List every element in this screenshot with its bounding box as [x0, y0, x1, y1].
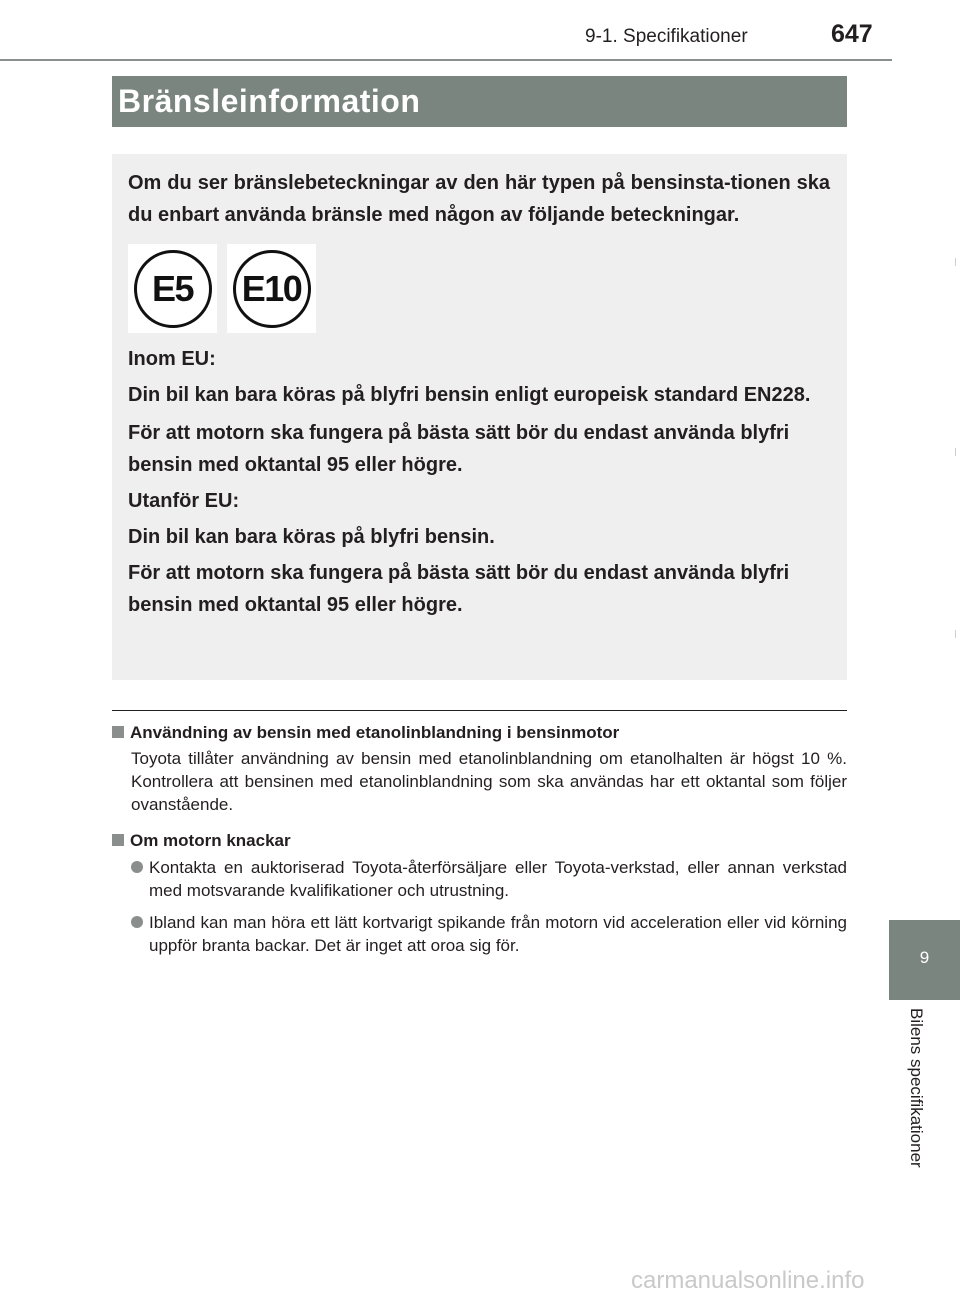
watermark: carmanualsonline.info — [631, 1267, 865, 1294]
chapter-tab-label: Bilens specifikationer — [907, 1008, 926, 1168]
non-eu-heading: Utanför EU: — [128, 490, 240, 512]
square-bullet-icon — [112, 834, 124, 846]
fuel-label-intro: Om du ser bränslebeteckningar av den här typen på bensinsta-tionen ska du enbart använda bränsle med någon av följande beteckningar. — [128, 172, 830, 226]
edge-mark — [955, 630, 956, 638]
ethanol-heading-text: Användning av bensin med etanolinblandning i bensinmotor — [130, 723, 620, 742]
fuel-label-logos — [128, 244, 830, 333]
page-title: Bränsleinformation — [112, 76, 847, 127]
header-divider — [0, 59, 892, 61]
edge-mark — [955, 448, 956, 456]
page-number: 647 — [831, 20, 873, 48]
knocking-heading-text: Om motorn knackar — [130, 831, 291, 850]
knocking-section-heading — [112, 831, 847, 851]
ethanol-section-text: Toyota tillåter användning av bensin med etanolinblandning om etanolhalten är högst 10 %. Kontrollera att bensinen med etanolinblandning som ska användas har ett oktantal som följer ovanstående. — [131, 749, 847, 814]
eu-text-octane: För att motorn ska fungera på bästa sätt bör du endast använda blyfri bensin med oktantal 95 eller högre. — [128, 422, 790, 476]
fuel-label-e5-icon — [128, 244, 217, 333]
eu-heading: Inom EU: — [128, 348, 216, 370]
knocking-bullet-2: Ibland kan man höra ett lätt kortvarigt spikande från motorn vid acceleration eller vid körning uppför branta backar. Det är inget att oroa sig för. — [149, 913, 847, 955]
square-bullet-icon — [112, 726, 124, 738]
fuel-info-box — [112, 154, 847, 680]
eu-text-standard: Din bil kan bara köras på blyfri bensin enligt europeisk standard EN228. — [128, 384, 811, 406]
non-eu-text-octane: För att motorn ska fungera på bästa sätt bör du endast använda blyfri bensin med oktantal 95 eller högre. — [128, 562, 790, 616]
fuel-label-e10-icon — [227, 244, 316, 333]
chapter-tab — [889, 920, 960, 1000]
chapter-tab-number: 9 — [919, 948, 930, 967]
content-divider — [112, 710, 847, 711]
ethanol-section-heading — [112, 723, 847, 743]
list-item — [131, 911, 847, 957]
fuel-label-e5-text: E5 — [134, 250, 212, 328]
round-bullet-icon — [131, 861, 143, 873]
list-item — [131, 856, 847, 902]
knocking-section — [112, 831, 847, 957]
fuel-label-e10-text: E10 — [233, 250, 311, 328]
knocking-bullet-1: Kontakta en auktoriserad Toyota-återförsäljare eller Toyota-verkstad, eller annan verkstad med motsvarande kvalifikationer och utrustning. — [149, 858, 847, 900]
non-eu-text-unleaded: Din bil kan bara köras på blyfri bensin. — [128, 526, 495, 548]
header-section-title: 9-1. Specifikationer — [585, 26, 748, 47]
ethanol-section — [112, 723, 847, 816]
edge-mark — [955, 258, 956, 266]
round-bullet-icon — [131, 916, 143, 928]
